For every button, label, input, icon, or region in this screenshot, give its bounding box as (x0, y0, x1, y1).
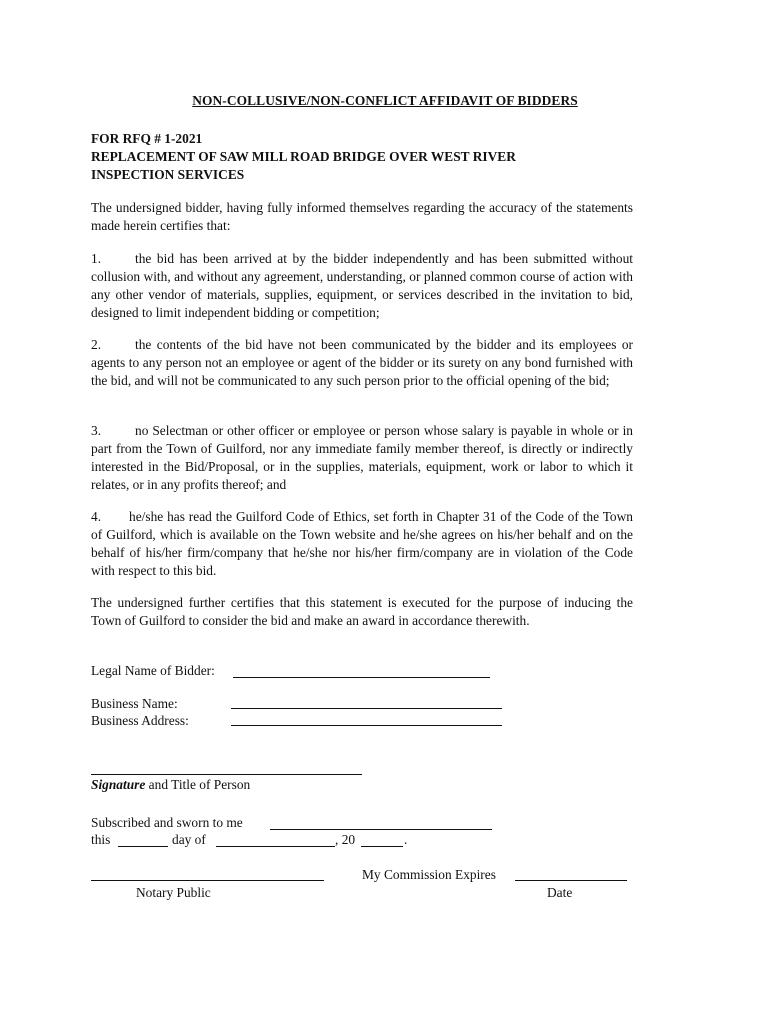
business-address-line[interactable] (231, 725, 502, 726)
business-address-label: Business Address: (91, 713, 189, 728)
item-3-text: no Selectman or other officer or employee or person whose salary is payable in whole or in part from the Town of Guilford, nor any immediate family member thereof, is directly or indirectly interested in the Bid/Proposal, or in the supplies, materials, equipment, work or labor to which it relates, or in any profits thereof; and (91, 423, 633, 492)
item-2-text: the contents of the bid have not been communicated by the bidder and its employees or agents to any person not an employee or agent of the bidder or its surety on any bond furnished with the bid, and will not be communicated to any such person prior to the official opening of the bid; (91, 337, 633, 388)
business-name-line[interactable] (231, 708, 502, 709)
rfq-header (91, 130, 651, 184)
closing-paragraph: The undersigned further certifies that this statement is executed for the purpose of inducing the Town of Guilford to consider the bid and make an award in accordance therewith. (91, 595, 633, 628)
notary-public-label: Notary Public (136, 885, 211, 900)
item-1-text: the bid has been arrived at by the bidder independently and has been submitted without collusion with, and without any agreement, understanding, or planned common course of action with any other vendor of materials, supplies, equipment, or services described in the invitation to bid, designed to limit independent bidding or competition; (91, 251, 633, 320)
item-3 (91, 422, 633, 494)
item-4-text: he/she has read the Guilford Code of Ethics, set forth in Chapter 31 of the Code of the Town of Guilford, which is available on the Town website and he/she agrees on his/her behalf and on the behalf of his/her firm/company that he/she nor his/her firm/company are in violation of the Code with respect to this bid. (91, 509, 633, 578)
document-title: NON-COLLUSIVE/NON-CONFLICT AFFIDAVIT OF BIDDERS (192, 93, 578, 108)
day-line[interactable] (118, 846, 168, 847)
rfq-number: FOR RFQ # 1-2021 (91, 131, 203, 146)
legal-name-label: Legal Name of Bidder: (91, 663, 215, 678)
project-title-line2: INSPECTION SERVICES (91, 167, 245, 182)
sworn-by-line[interactable] (270, 829, 492, 830)
item-4 (91, 508, 633, 580)
notary-signature-line[interactable] (91, 880, 324, 881)
signature-line[interactable] (91, 774, 362, 775)
commission-expires-label: My Commission Expires (362, 867, 496, 882)
project-title-line1: REPLACEMENT OF SAW MILL ROAD BRIDGE OVER WEST RIVER (91, 149, 516, 164)
month-line[interactable] (216, 846, 335, 847)
item-2-number: 2. (91, 337, 102, 352)
commission-date-line[interactable] (515, 880, 627, 881)
date-label: Date (547, 885, 573, 900)
period-label: . (404, 832, 408, 847)
item-3-number: 3. (91, 423, 102, 438)
item-2 (91, 336, 633, 390)
this-label: this (91, 832, 111, 847)
signature-bold-label: Signature (91, 777, 146, 792)
item-4-number: 4. (91, 509, 102, 524)
year-line[interactable] (361, 846, 403, 847)
business-name-label: Business Name: (91, 696, 178, 711)
intro-paragraph: The undersigned bidder, having fully informed themselves regarding the accuracy of the statements made herein certifies that: (91, 200, 633, 233)
year-prefix-label: , 20 (335, 832, 356, 847)
signature-label (91, 777, 250, 793)
day-of-label: day of (172, 832, 206, 847)
item-1-number: 1. (91, 251, 102, 266)
item-1 (91, 250, 633, 322)
signature-rest-label: and Title of Person (145, 777, 251, 792)
legal-name-line[interactable] (233, 677, 490, 678)
sworn-label: Subscribed and sworn to me (91, 815, 243, 830)
